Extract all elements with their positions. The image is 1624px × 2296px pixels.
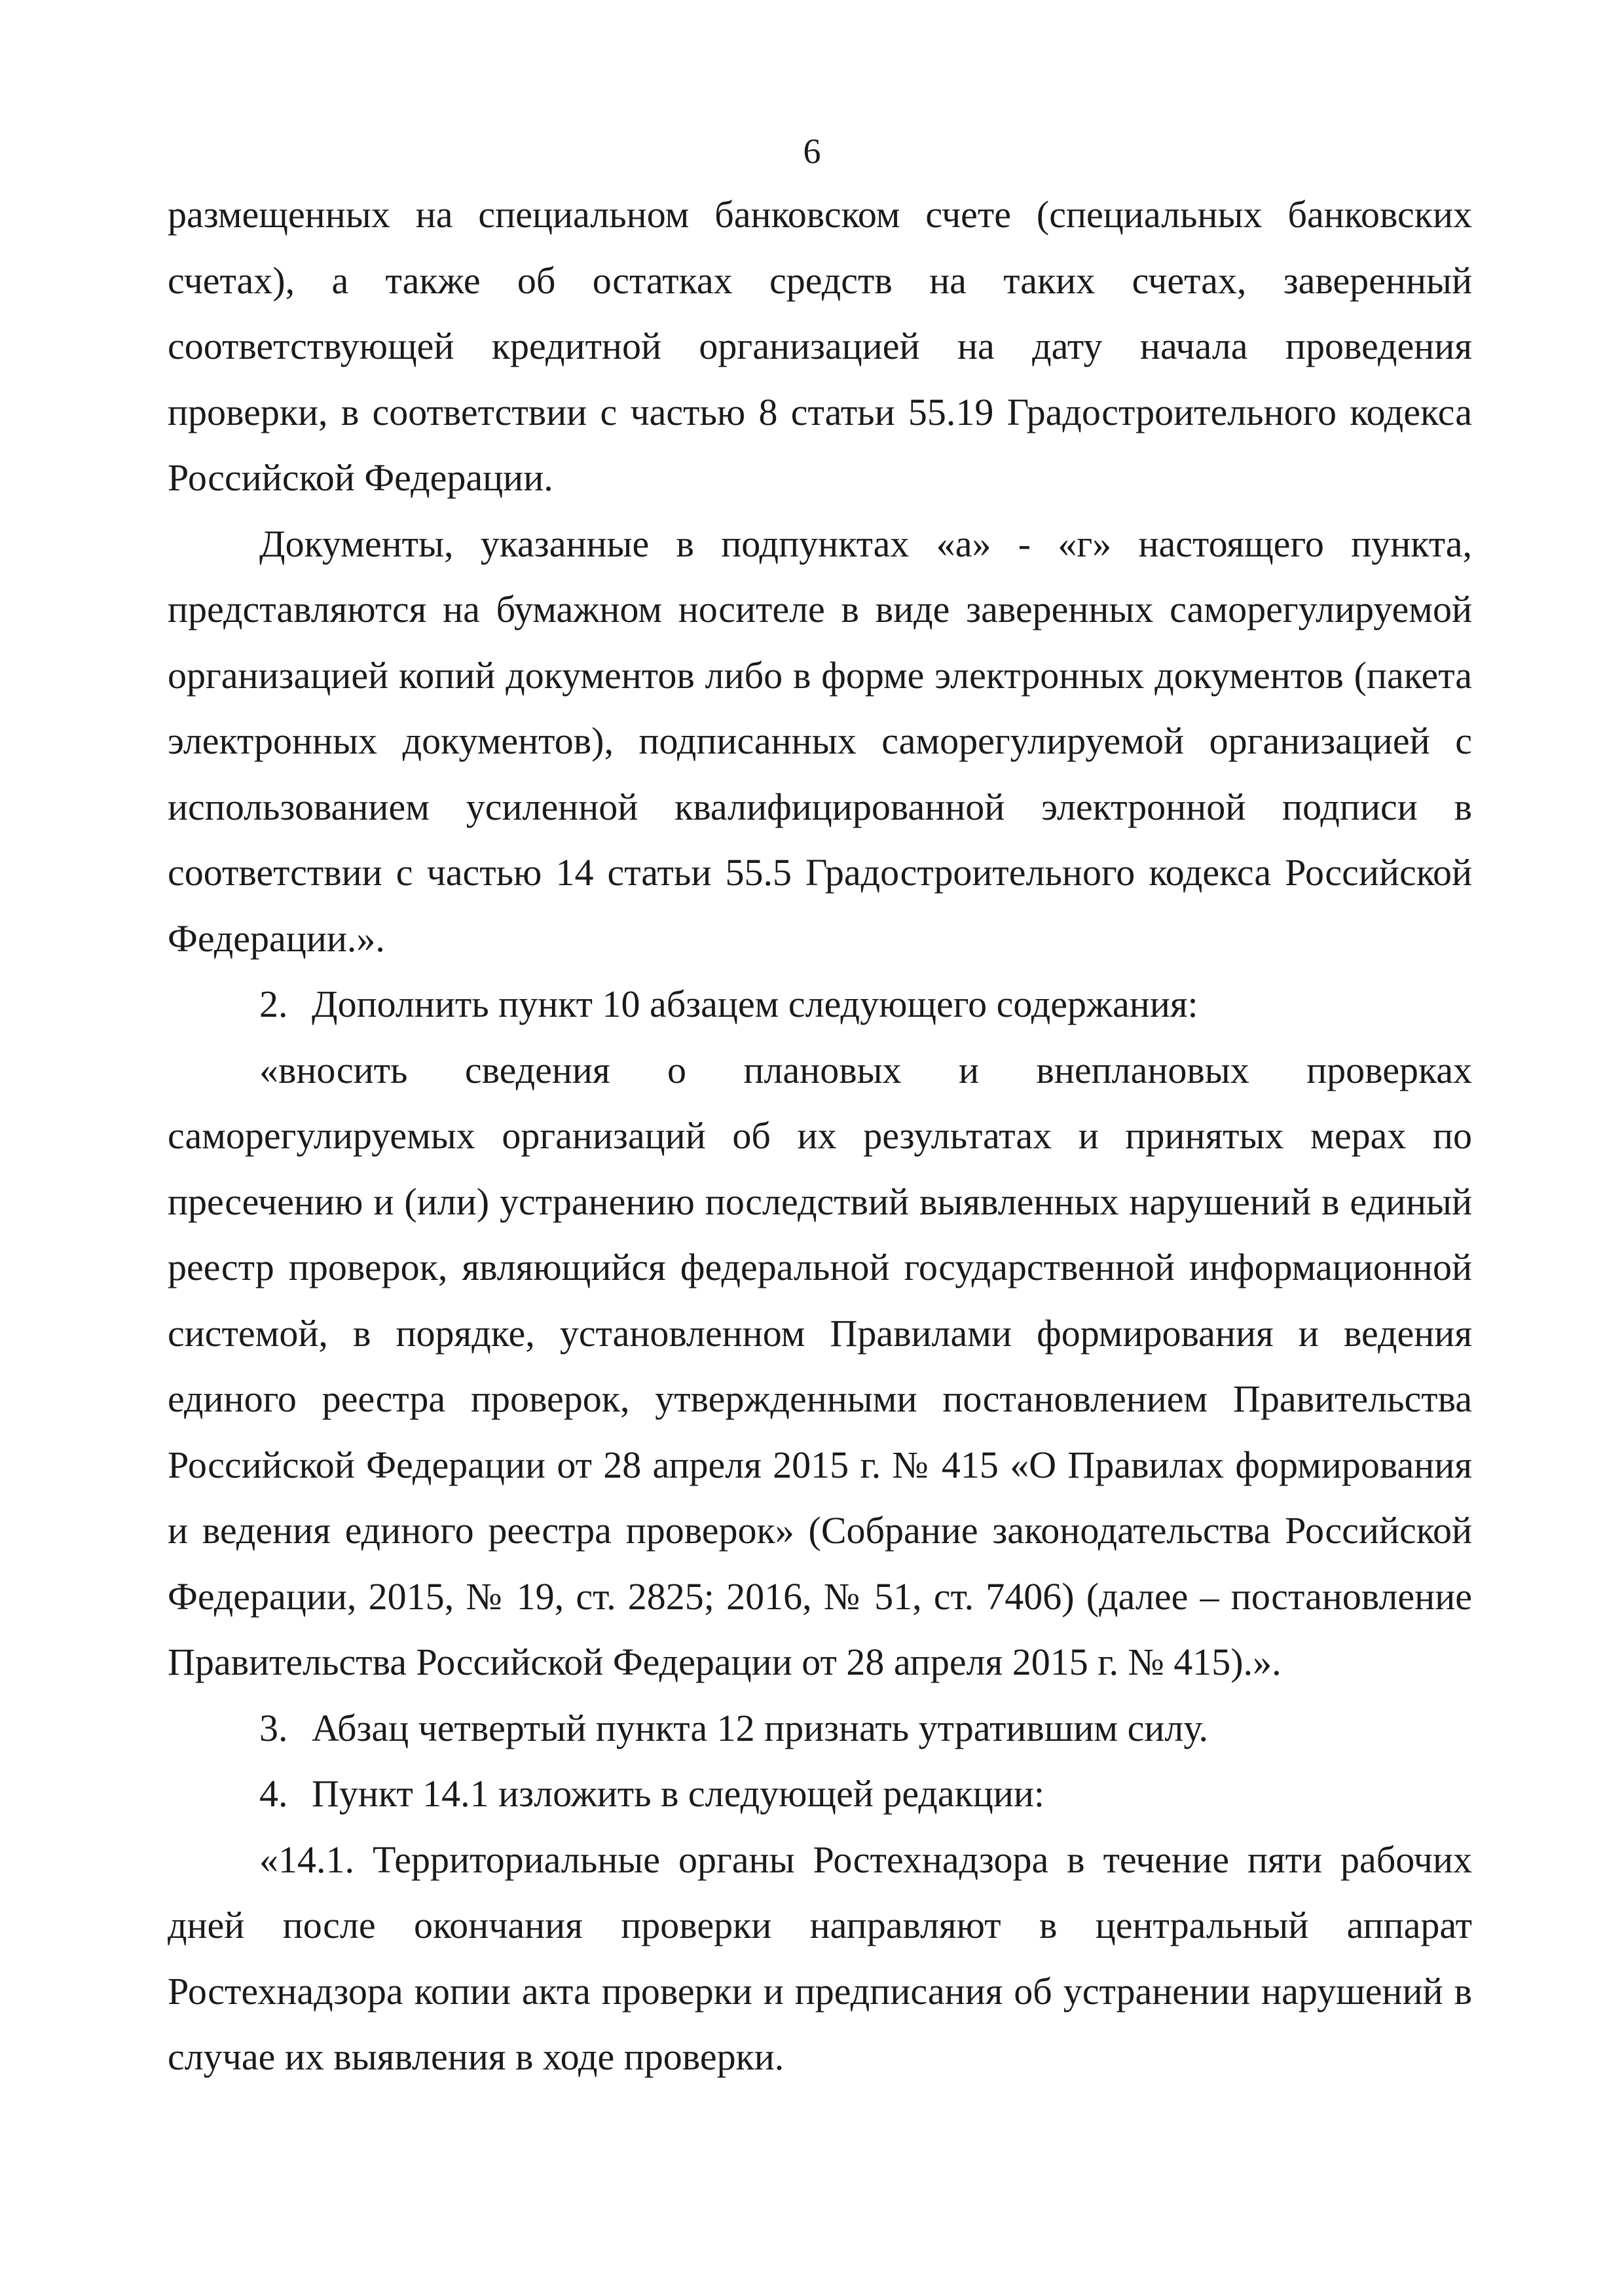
list-item-2 — [168, 972, 1472, 1038]
list-item-number: 2. — [259, 983, 288, 1025]
page-number: 6 — [803, 132, 821, 171]
paragraph-14-1: «14.1. Территориальные органы Ростехнадзора в течение пяти рабочих дней после окончания проверки направляют в центральный аппарат Ростехнадзора копии акта проверки и предписания об устранении нарушений в случае их выявления в ходе проверки. — [168, 1838, 1472, 2078]
paragraph-documents: Документы, указанные в подпунктах «а» - «г» настоящего пункта, представляются на бумажном носителе в виде заверенных саморегулируемой организацией копий документов либо в форме электронных документов (пакета электронных документов), подписанных саморегулируемой организацией с использованием усиленной квалифицированной электронной подписи в соответствии с частью 14 статьи 55.5 Градостроительного кодекса Российской Федерации.». — [168, 522, 1472, 960]
list-item-number: 3. — [259, 1706, 288, 1749]
paragraph-continuation: размещенных на специальном банковском счете (специальных банковских счетах), а также об остатках средств на таких счетах, заверенный соответствующей кредитной организацией на дату начала проведения проверки, в соответствии с частью 8 статьи 55.19 Градостроительного кодекса Российской Федерации. — [168, 193, 1472, 499]
list-item-text: Пункт 14.1 изложить в следующей редакции: — [312, 1772, 1045, 1815]
paragraph-quoted-amendment: «вносить сведения о плановых и внеплановых проверках саморегулируемых организаций об их результатах и принятых мерах по пресечению и (или) устранению последствий выявленных нарушений в единый реестр проверок, являющийся федеральной государственной информационной системой, в порядке, установленном Правилами формирования и ведения единого реестра проверок, утвержденными постановлением Правительства Российской Федерации от 28 апреля 2015 г. № 415 «О Правилах формирования и ведения единого реестра проверок» (Собрание законодательства Российской Федерации, 2015, № 19, ст. 2825; 2016, № 51, ст. 7406) (далее – постановление Правительства Российской Федерации от 28 апреля 2015 г. № 415).». — [168, 1048, 1472, 1683]
list-item-number: 4. — [259, 1772, 288, 1815]
list-item-text: Дополнить пункт 10 абзацем следующего содержания: — [312, 983, 1198, 1025]
list-item-4 — [168, 1761, 1472, 1827]
document-body — [168, 182, 1472, 2090]
list-item-text: Абзац четвертый пункта 12 признать утратившим силу. — [312, 1706, 1209, 1749]
list-item-3 — [168, 1696, 1472, 1762]
